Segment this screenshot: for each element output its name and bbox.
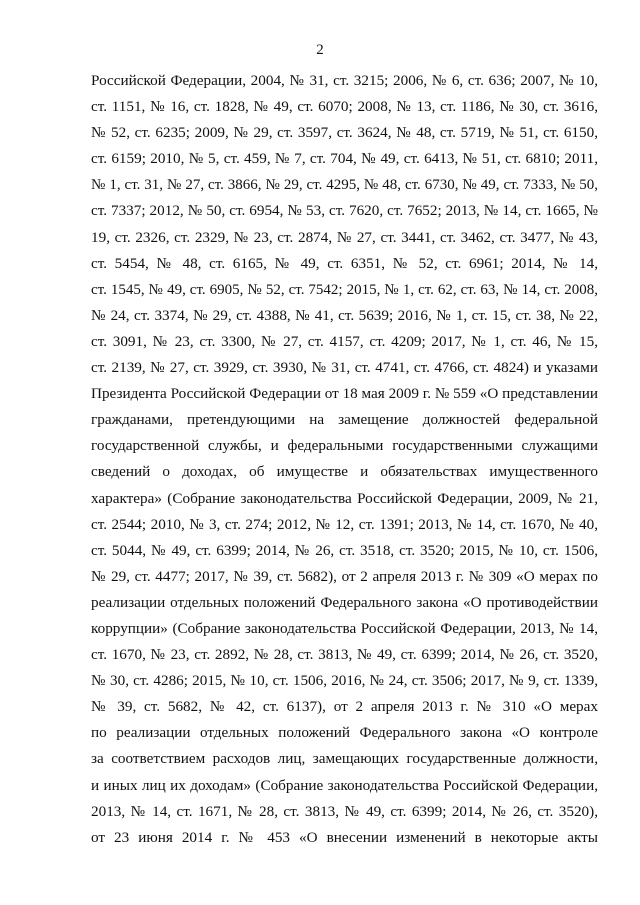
text-line: ст. 5044, № 49, ст. 6399; 2014, № 26, ст. 3518, ст. 3520; 2015, № 10, ст. 1506, [91,541,598,559]
text-line: № 30, ст. 4286; 2015, № 10, ст. 1506, 2016, № 24, ст. 3506; 2017, № 9, ст. 1339, [91,672,598,690]
text-line: ст. 3091, № 23, ст. 3300, № 27, ст. 4157, ст. 4209; 2017, № 1, ст. 46, № 15, [91,332,598,350]
text-line: 2013, № 14, ст. 1671, № 28, ст. 3813, № 49, ст. 6399; 2014, № 26, ст. 3520), [91,802,598,820]
text-line: ст. 2139, № 27, ст. 3929, ст. 3930, № 31, ст. 4741, ст. 4766, ст. 4824) и указами [91,359,598,377]
text-line: государственной службы, и федеральными государственными служащими [91,437,598,455]
text-line: гражданами, претендующими на замещение должностей федеральной [91,411,598,429]
text-line: от 23 июня 2014 г. № 453 «О внесении изменений в некоторые акты [91,828,598,846]
text-line: по реализации отдельных положений Федерального закона «О контроле [91,724,598,742]
text-line: Президента Российской Федерации от 18 мая 2009 г. № 559 «О представлении [91,385,598,403]
text-line: ст. 6159; 2010, № 5, ст. 459, № 7, ст. 704, № 49, ст. 6413, № 51, ст. 6810; 2011, [91,150,598,168]
text-line: сведений о доходах, об имуществе и обязательствах имущественного [91,463,598,481]
text-line: ст. 5454, № 48, ст. 6165, № 49, ст. 6351, № 52, ст. 6961; 2014, № 14, [91,254,598,272]
text-line: № 39, ст. 5682, № 42, ст. 6137), от 2 апреля 2013 г. № 310 «О мерах [91,698,598,716]
text-line: № 24, ст. 3374, № 29, ст. 4388, № 41, ст. 5639; 2016, № 1, ст. 15, ст. 38, № 22, [91,306,598,324]
text-line: характера» (Собрание законодательства Российской Федерации, 2009, № 21, [91,489,598,507]
text-line: Российской Федерации, 2004, № 31, ст. 3215; 2006, № 6, ст. 636; 2007, № 10, [91,72,598,89]
text-line: ст. 2544; 2010, № 3, ст. 274; 2012, № 12, ст. 1391; 2013, № 14, ст. 1670, № 40, [91,515,598,533]
text-line: коррупции» (Собрание законодательства Российской Федерации, 2013, № 14, [91,619,598,637]
text-line: за соответствием расходов лиц, замещающих государственные должности, [91,750,598,768]
text-line: ст. 7337; 2012, № 50, ст. 6954, № 53, ст. 7620, ст. 7652; 2013, № 14, ст. 1665, № [91,202,598,220]
text-line: 19, ст. 2326, ст. 2329, № 23, ст. 2874, № 27, ст. 3441, ст. 3462, ст. 3477, № 43, [91,228,598,246]
text-line: № 29, ст. 4477; 2017, № 39, ст. 5682), от 2 апреля 2013 г. № 309 «О мерах по [91,567,598,585]
text-line: и иных лиц их доходам» (Собрание законодательства Российской Федерации, [91,776,598,794]
body-text [91,68,598,851]
page-number: 2 [316,42,324,58]
text-line: № 1, ст. 31, № 27, ст. 3866, № 29, ст. 4295, № 48, ст. 6730, № 49, ст. 7333, № 50, [91,177,598,194]
text-line: ст. 1151, № 16, ст. 1828, № 49, ст. 6070; 2008, № 13, ст. 1186, № 30, ст. 3616, [91,98,598,116]
text-line: ст. 1670, № 23, ст. 2892, № 28, ст. 3813, № 49, ст. 6399; 2014, № 26, ст. 3520, [91,646,598,664]
text-line: № 52, ст. 6235; 2009, № 29, ст. 3597, ст. 3624, № 48, ст. 5719, № 51, ст. 6150, [91,124,598,142]
text-line: ст. 1545, № 49, ст. 6905, № 52, ст. 7542; 2015, № 1, ст. 62, ст. 63, № 14, ст. 2008, [91,281,598,298]
text-line: реализации отдельных положений Федерального закона «О противодействии [91,593,598,611]
